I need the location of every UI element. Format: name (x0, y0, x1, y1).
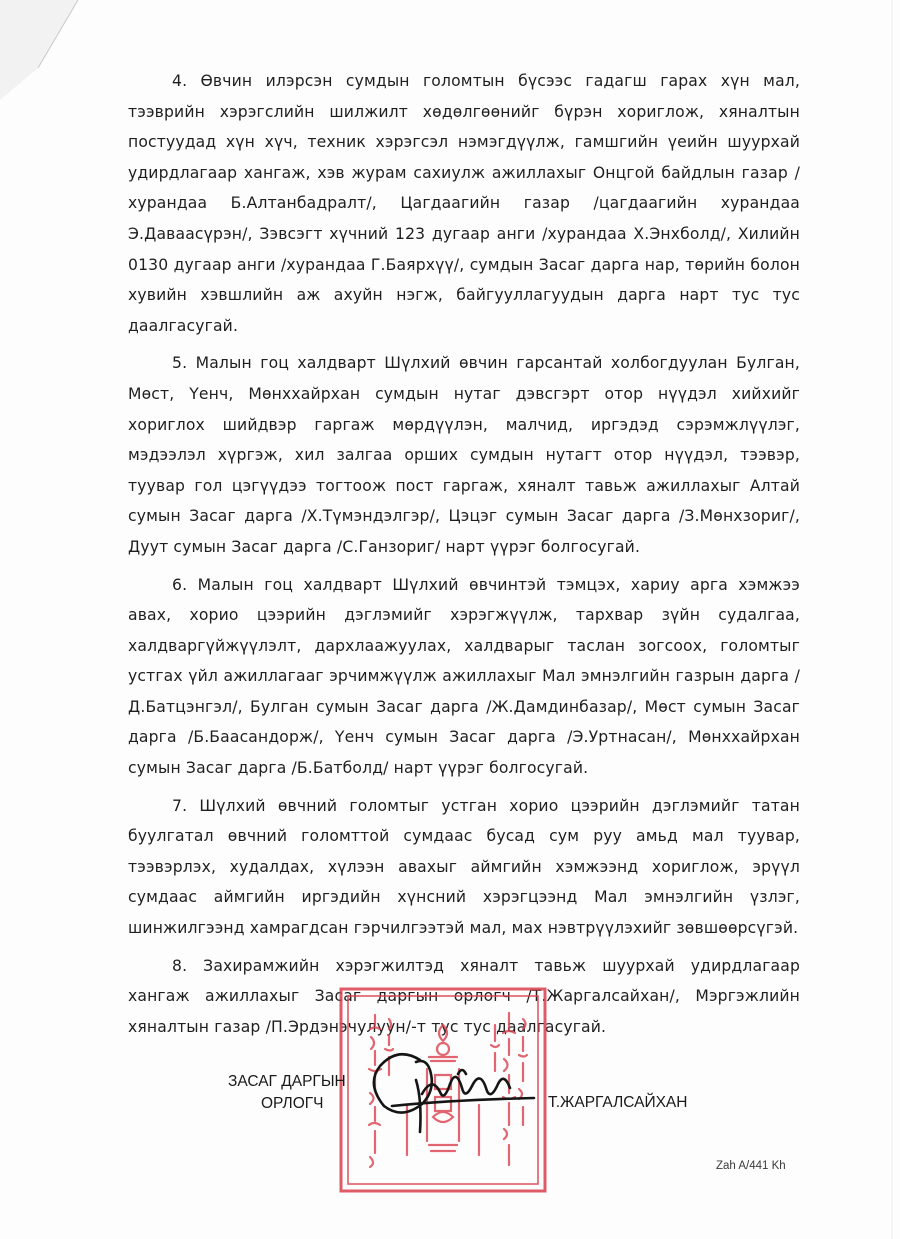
clause-7: 7. Шүлхий өвчний голомтыг устган хорио цээрийн дэглэмийг татан буулгатал өвчний голомттой сумдаас бусад сум руу амьд мал туувар, тээвэрлэх, худалдах, хүлээн авахыг аймгийн хэмжээнд хориглож, эрүүл сумдаас аймгийн иргэдийн хүнсний хэрэгцээнд Мал эмнэлгийн үзлэг, шинжилгээнд хамрагдсан гэрчилгээтэй мал, мах нэвтрүүлэхийг зөвшөөрсүгэй. (128, 796, 800, 938)
clause-8: 8. Захирамжийн хэрэгжилтэд хяналт тавьж шуурхай удирдлагаар хангаж ажиллахыг Засаг даргын орлогч /Т.Жаргалсайхан/, Мэргэжлийн хяналтын газар /П.Эрдэнэчулуун/-т тус тус даалгасугай. (128, 956, 800, 1036)
clause-4: 4. Өвчин илэрсэн сумдын голомтын бүсээс гадагш гарах хүн мал, тээврийн хэрэгслийн шилжилт хөдөлгөөнийг бүрэн хориглож, хяналтын постуудад хүн хүч, техник хэрэгсэл нэмэгдүүлж, гамшгийн үеийн шуурхай удирдлагаар хангаж, хэв журам сахиулж ажиллахыг Онцгой байдлын газар /хурандаа Б.Алтанбадралт/, Цагдаагийн газар /цагдаагийн хурандаа Э.Даваасүрэн/, Зэвсэгт хүчний 123 дугаар анги /хурандаа Х.Энхболд/, Хилийн 0130 дугаар анги /хурандаа Г.Баярхүү/, сумдын Засаг дарга нар, төрийн болон хувийн хэвшлийн аж ахуйн нэгж, байгууллагуудын дарга нарт тус тус даалгасугай. (128, 72, 800, 335)
signatory-title-line2: ОРЛОГЧ (261, 1095, 324, 1112)
signatory-title-line1: ЗАСАГ ДАРГЫН (228, 1073, 346, 1090)
signatory-title (228, 1071, 346, 1115)
document-body (128, 66, 800, 1049)
document-reference-code: Zah A/441 Kh (716, 1160, 786, 1172)
signatory-name: Т.ЖАРГАЛСАЙХАН (548, 1094, 688, 1111)
clause-5: 5. Малын гоц халдварт Шүлхий өвчин гарсантай холбогдуулан Булган, Мөст, Үенч, Мөнххайрхан сумдын нутаг дэвсгэрт отор нүүдэл хийхийг хориглох шийдвэр гаргаж мөрдүүлэн, малчид, иргэдэд сэрэмжлүүлэг, мэдээлэл хүргэж, хил залгаа орших сумдын нутагт отор нүүдэл, тээвэр, туувар гол цэгүүдээ тогтоож пост гаргаж, хяналт тавьж ажиллахыг Алтай сумын Засаг дарга /Х.Түмэндэлгэр/, Цэцэг сумын Засаг дарга /З.Мөнхзориг/, Дуут сумын Засаг дарга /С.Ганзориг/ нарт үүрэг болгосугай. (128, 354, 800, 556)
handwritten-signature-icon (362, 1032, 542, 1142)
clause-6: 6. Малын гоц халдварт Шүлхий өвчинтэй тэмцэх, хариу арга хэмжээ авах, хорио цээрийн дэглэмийг хэрэгжүүлж, тархвар зүйн судалгаа, халдваргүйжүүлэлт, дархлаажуулах, халдварыг таслан зогсоох, голомтыг устгах үйл ажиллагааг эрчимжүүлж ажиллахыг Мал эмнэлгийн газрын дарга /Д.Батцэнгэл/, Булган сумын Засаг дарга /Ж.Дамдинбазар/, Мөст сумын Засаг дарга /Б.Баасандорж/, Үенч сумын Засаг дарга /Э.Уртнасан/, Мөнххайрхан сумын Засаг дарга /Б.Батболд/ нарт үүрэг болгосугай. (128, 575, 800, 778)
